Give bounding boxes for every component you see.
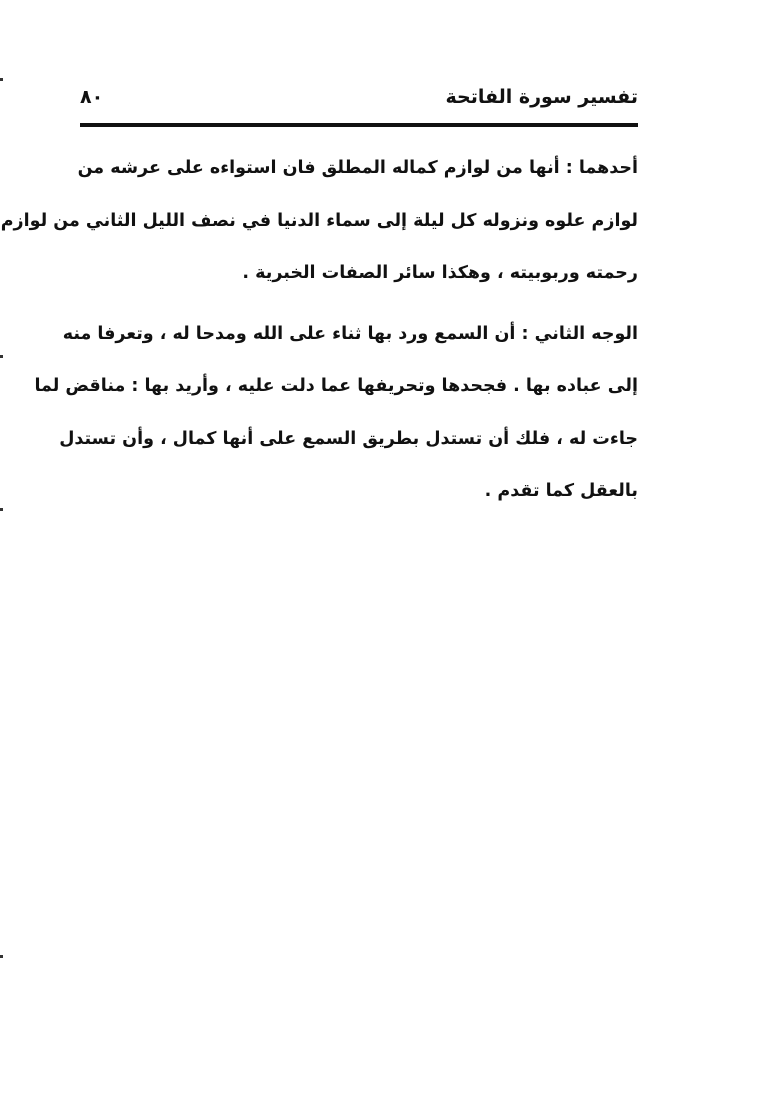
running-title: تفسير سورة الفاتحة (445, 86, 638, 108)
text-line: جاءت له ، فلك أن تستدل بطريق السمع على أنها كمال ، وأن تستدل (59, 428, 638, 449)
scan-mark (0, 355, 3, 358)
text-line: إلى عباده بها . فجحدها وتحريفها عما دلت عليه ، وأريد بها : مناقض لما (34, 376, 638, 396)
text-line: الوجه الثاني : أن السمع ورد بها ثناء على الله ومدحا له ، وتعرفا منه (62, 323, 638, 344)
text-line: لوازم علوه ونزوله كل ليلة إلى سماء الدنيا في نصف الليل الثاني من لوازم (0, 210, 638, 231)
scan-mark (0, 955, 3, 958)
scan-mark (0, 508, 3, 511)
text-line: أحدهما : أنها من لوازم كماله المطلق فان استواءه على عرشه من (77, 158, 638, 178)
body-text (0, 142, 638, 526)
paragraph-2 (34, 308, 638, 518)
page-header (80, 84, 638, 122)
scan-mark (0, 78, 3, 81)
text-line: بالعقل كما تقدم . (484, 481, 638, 501)
paragraph-1 (0, 142, 638, 300)
text-line: رحمته وربوبيته ، وهكذا سائر الصفات الخبرية . (242, 263, 638, 283)
header-rule (80, 123, 638, 127)
page-number: ٨٠ (80, 86, 104, 108)
